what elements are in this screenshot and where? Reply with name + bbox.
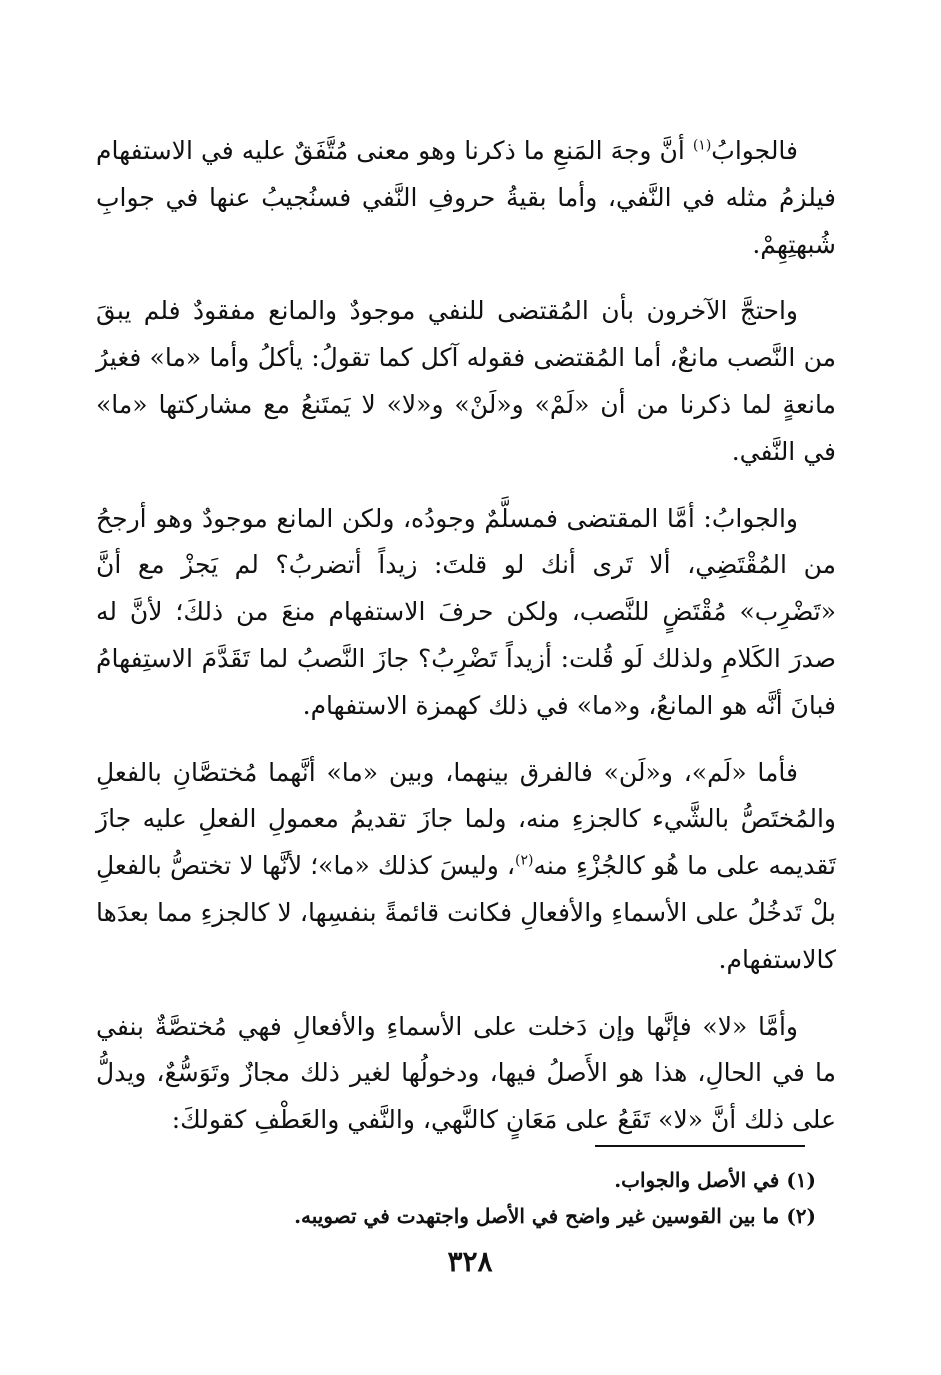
paragraph-3 [96,496,836,730]
paragraph-3-rest: والجوابُ: أمَّا المقتضى فمسلَّمٌ وجودُه، ولكن المانع موجودٌ وهو أرجحُ من المُقْتَضِي، ألا تَرى أنك لو قلتَ: زيداً أتضربُ؟ لم يَجزْ مع أنَّ «تَضْرِب» مُقْتَضٍ للنَّصب، ولكن حرفَ الاستفهام منعَ من ذلكَ؛ لأنَّ له صدرَ الكَلامِ ولذلك لَو قُلت: أزيداً تَضْرِبُ؟ جازَ النَّصبُ لما تَقَدَّمَ الاستِفهامُ فبانَ أنَّه هو المانعُ، و«ما» في ذلك كهمزة الاستفهام. [96,503,836,720]
paragraph-4 [96,750,836,984]
footnote-marker-2: (٢) [515,852,534,869]
footnote-separator [595,1145,805,1147]
paragraph-2-rest: واحتجَّ الآخرون بأن المُقتضى للنفي موجودٌ والمانع مفقودٌ فلم يبقَ من النَّصب مانعٌ، أما المُقتضى فقوله آكل كما تقولُ: يأكلُ وأما «ما» فغيرُ مانعةٍ لما ذكرنا من أن «لَمْ» و«لَنْ» و«لا» لا يَمتَنعُ مع مشاركتها «ما» في النَّفي. [96,296,836,466]
paragraph-4-start: فأما «لَم»، و«لَن» فالفرق بينهما، وبين «ما» أنَّهما مُختصَّانِ بالفعلِ والمُختَصُّ بالشَّيء كالجزءِ منه، ولما جازَ تقديمُ معمولِ الفعلِ عليه جازَ تَقديمه على ما هُو كالجُزْءِ منه [96,757,836,881]
footnote-2: (٢) ما بين القوسين غير واضح في الأصل واجتهدت في تصويبه. [294,1204,816,1228]
page-number: ٣٢٨ [447,1245,493,1278]
paragraph-1-start: فالجوابُ [711,136,798,165]
footnote-marker-1: (١) [692,137,712,154]
paragraph-1-rest: أنَّ وجهَ المَنعِ ما ذكرنا وهو معنى مُتَّفَقٌ عليه في الاستفهام فيلزمُ مثله في النَّفي، وأما بقيةُ حروفِ النَّفي فسنُجيبُ عنها في جوابِ شُبهتِهِمْ. [96,136,836,259]
footnote-1: (١) في الأصل والجواب. [614,1168,816,1192]
paragraph-4-rest: ، وليسَ كذلك «ما»؛ لأنَّها لا تختصُّ بالفعلِ بلْ تَدخُلُ على الأسماءِ والأفعالِ فكانت قائمةً بنفسِها، لا كالجزءِ مما بعدَها كالاستفهام. [96,851,836,974]
paragraph-1 [96,128,836,268]
footnotes [96,1162,816,1234]
paragraph-5-rest: وأمَّا «لا» فإنَّها وإن دَخلت على الأسماءِ والأفعالِ فهي مُختصَّةٌ بنفي ما في الحالِ، هذا هو الأَصلُ فيها، ودخولُها لغير ذلك مجازٌ وتَوَسُّعٌ، ويدلُّ على ذلك أنَّ «لا» تَقَعُ على مَعَانٍ كالنَّهي، والنَّفي والعَطْفِ كقولكَ: [96,1011,836,1135]
main-text [96,128,836,1164]
paragraph-2 [96,288,836,475]
paragraph-5 [96,1004,836,1144]
